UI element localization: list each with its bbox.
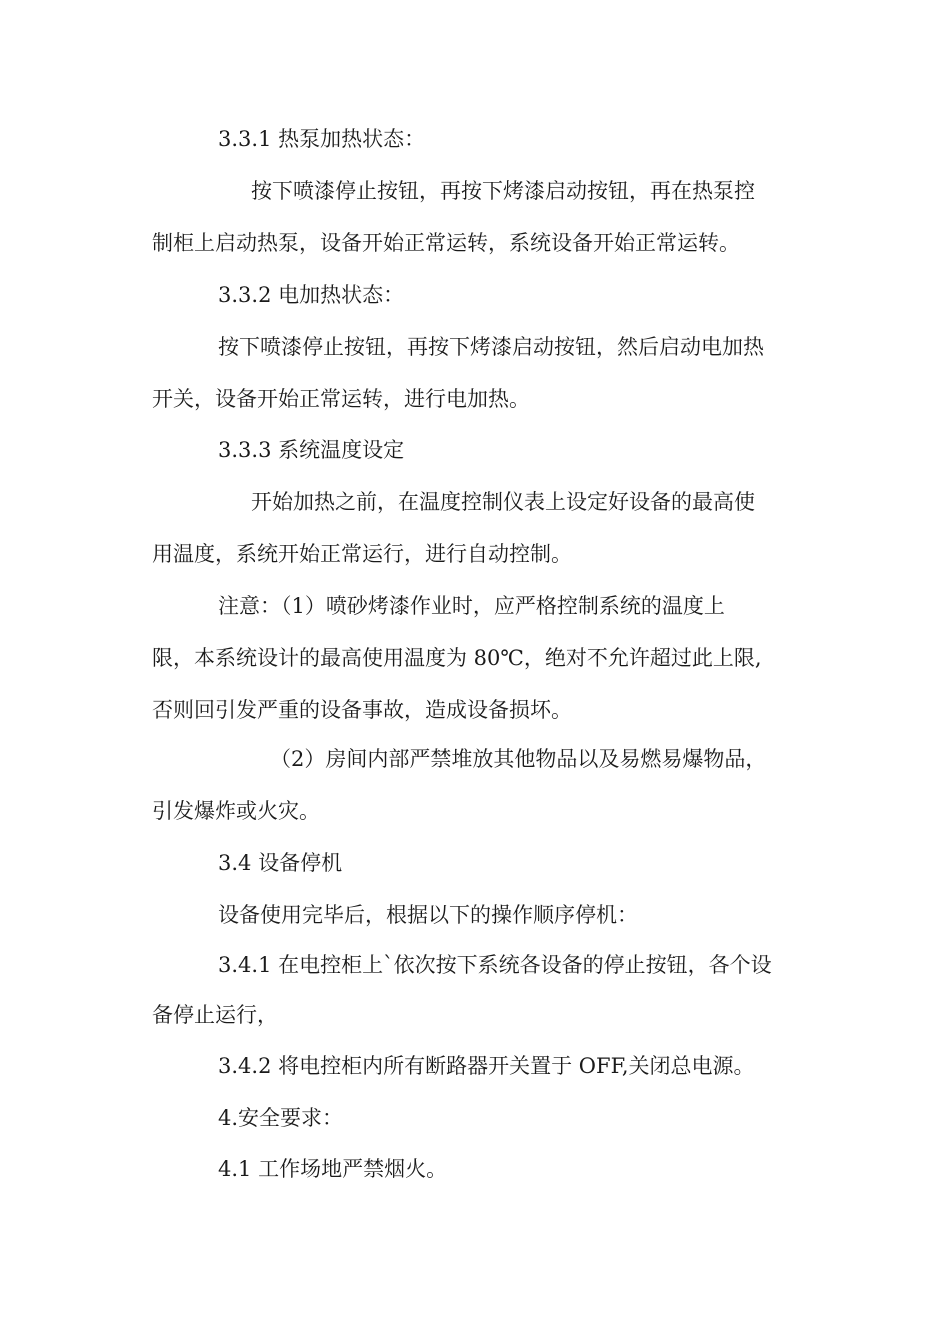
paragraph-line: 3.4.2 将电控柜内所有断路器开关置于 OFF,关闭总电源。 <box>218 1054 755 1078</box>
paragraph-line: 按下喷漆停止按钮，再按下烤漆启动按钮，然后启动电加热 <box>218 335 764 359</box>
paragraph-line: 3.4.1 在电控柜上`依次按下系统各设备的停止按钮，各个设 <box>218 953 772 977</box>
paragraph-line: 4.1 工作场地严禁烟火。 <box>218 1157 448 1181</box>
note-line: 注意：（1）喷砂烤漆作业时，应严格控制系统的温度上 <box>218 594 725 618</box>
note-line: 否则回引发严重的设备事故，造成设备损坏。 <box>152 698 572 722</box>
paragraph-line: 开关，设备开始正常运转，进行电加热。 <box>152 387 530 411</box>
heading-3-3-3: 3.3.3 系统温度设定 <box>218 438 405 462</box>
note-line: （2）房间内部严禁堆放其他物品以及易燃易爆物品， <box>270 747 767 771</box>
paragraph-line: 备停止运行， <box>152 1003 278 1027</box>
note-line: 限，本系统设计的最高使用温度为 80℃，绝对不允许超过此上限, <box>152 646 762 670</box>
note-line: 引发爆炸或火灾。 <box>152 799 320 823</box>
heading-4: 4.安全要求： <box>218 1106 344 1130</box>
paragraph-line: 用温度，系统开始正常运行，进行自动控制。 <box>152 542 572 566</box>
paragraph-line: 开始加热之前，在温度控制仪表上设定好设备的最高使 <box>251 490 755 514</box>
paragraph-line: 设备使用完毕后，根据以下的操作顺序停机： <box>218 903 638 927</box>
paragraph-line: 按下喷漆停止按钮，再按下烤漆启动按钮，再在热泵控 <box>251 179 755 203</box>
heading-3-3-2: 3.3.2 电加热状态： <box>218 283 405 307</box>
paragraph-line: 制柜上启动热泵，设备开始正常运转，系统设备开始正常运转。 <box>152 231 740 255</box>
heading-3-3-1: 3.3.1 热泵加热状态： <box>218 127 426 151</box>
heading-3-4: 3.4 设备停机 <box>218 851 343 875</box>
